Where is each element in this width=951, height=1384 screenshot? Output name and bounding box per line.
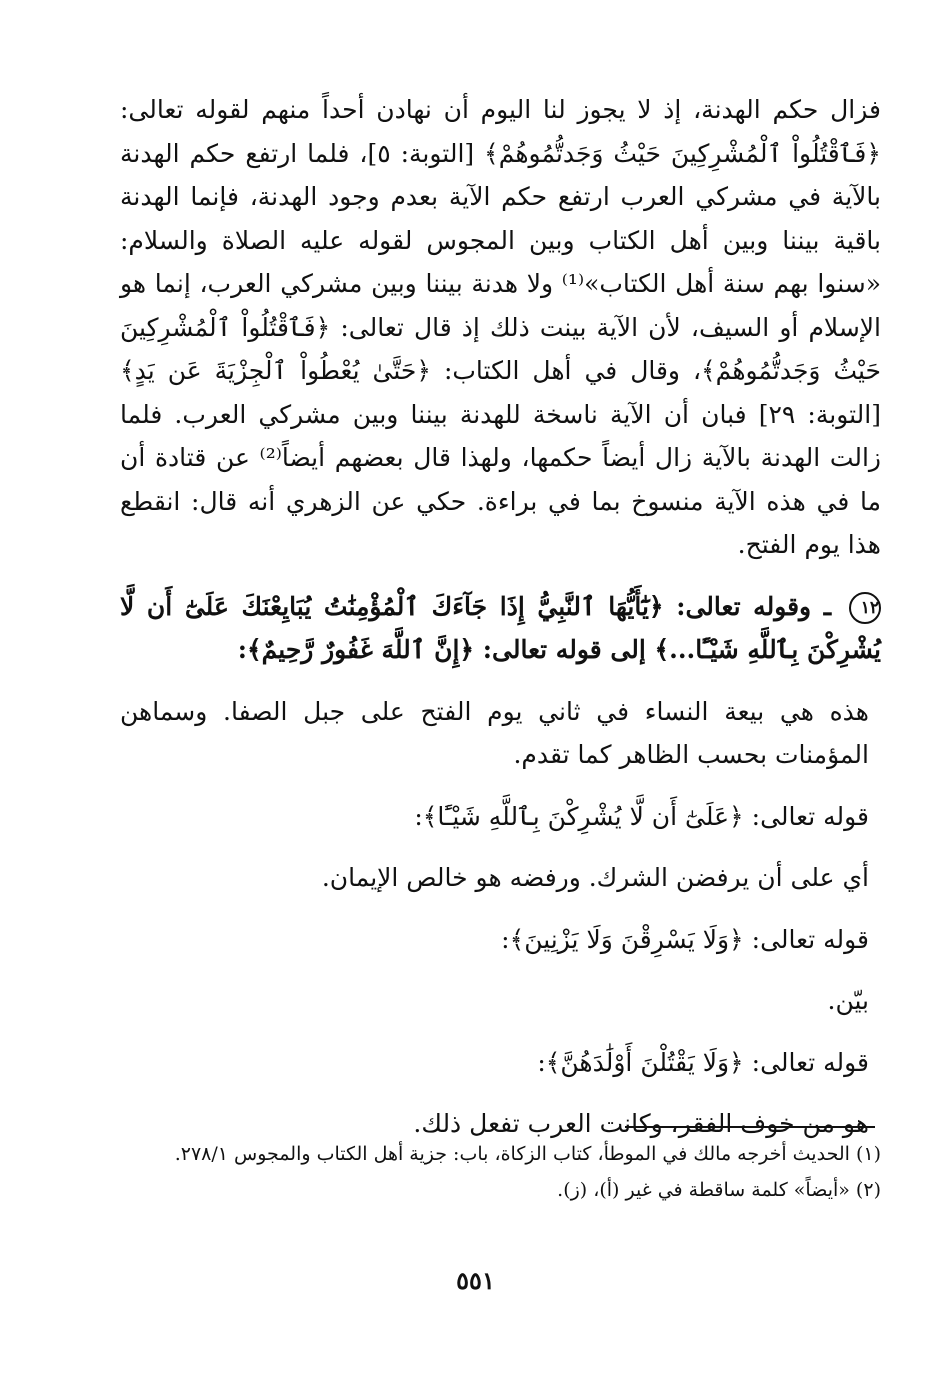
- footnote-divider: [625, 1126, 875, 1128]
- commentary-line-4: بيّن.: [827, 986, 869, 1015]
- verse-heading-paragraph: [120, 585, 881, 672]
- commentary-line-6: هو من خوف الفقر، وكانت العرب تفعل ذلك.: [413, 1109, 869, 1138]
- main-text: [120, 88, 881, 1146]
- footnote-2: (٢) «أيضاً» كلمة ساقطة في غير (أ)، (ز).: [557, 1179, 881, 1201]
- verse-heading: ـ وقوله تعالى: ﴿يَٰٓأَيُّهَا ٱلنَّبِيُّ إِذَا جَآءَكَ ٱلْمُؤْمِنَٰتُ يُبَايِعْنَكَ عَلَىٰٓ أَن لَّا يُشْرِكْنَ بِٱللَّهِ شَيْـًٔا...﴾ إلى قوله تعالى: ﴿إِنَّ ٱللَّهَ غَفُورٌ رَّحِيمٌ﴾:: [120, 591, 881, 664]
- footnotes: [120, 1138, 881, 1210]
- page-number: ٥٥١: [456, 1266, 495, 1295]
- commentary-line-1: قوله تعالى: ﴿عَلَىٰٓ أَن لَّا يُشْرِكْنَ بِٱللَّهِ شَيْـًٔا﴾:: [414, 801, 869, 831]
- commentary-line-3: قوله تعالى: ﴿وَلَا يَسْرِقْنَ وَلَا يَزْنِينَ﴾:: [501, 924, 869, 954]
- footnote-1: (١) الحديث أخرجه مالك في الموطأ، كتاب الزكاة، باب: جزية أهل الكتاب والمجوس ٢٧٨/١.: [174, 1143, 881, 1165]
- paragraph-bay-ah: هذه هي بيعة النساء في ثاني يوم الفتح على جبل الصفا. وسماهن المؤمنات بحسب الظاهر كما تقدم.: [120, 696, 869, 769]
- commentary-line-5: قوله تعالى: ﴿وَلَا يَقْتُلْنَ أَوْلَٰدَهُنَّ﴾:: [537, 1047, 869, 1077]
- paragraph-abrogation: فزال حكم الهدنة، إذ لا يجوز لنا اليوم أن نهادن أحداً منهم لقوله تعالى: ﴿فَٱقْتُلُواْ ٱلْمُشْرِكِينَ حَيْثُ وَجَدتُّمُوهُمْ﴾ [التوبة: ٥]، فلما ارتفع حكم الهدنة بالآية في مشركي العرب ارتفع حكم الآية بعدم وجود الهدنة، فإنما الهدنة باقية بيننا وبين أهل الكتاب وبين المجوس لقوله عليه الصلاة والسلام: «سنوا بهم سنة أهل الكتاب»⁽¹⁾ ولا هدنة بيننا وبين مشركي العرب، إنما هو الإسلام أو السيف، لأن الآية بينت ذلك إذ قال تعالى: ﴿فَٱقْتُلُواْ ٱلْمُشْرِكِينَ حَيْثُ وَجَدتُّمُوهُمْ﴾، وقال في أهل الكتاب: ﴿حَتَّىٰ يُعْطُواْ ٱلْجِزْيَةَ عَن يَدٍ﴾ [التوبة: ٢٩] فبان أن الآية ناسخة للهدنة بيننا وبين مشركي العرب. فلما زالت الهدنة بالآية زال أيضاً حكمها، ولهذا قال بعضهم أيضاً⁽²⁾ عن قتادة أن ما في هذه الآية منسوخ بما في براءة. حكي عن الزهري أنه قال: انقطع هذا يوم الفتح.: [120, 95, 882, 559]
- verse-number-badge: ١٢: [849, 592, 881, 624]
- commentary-line-2: أي على أن يرفضن الشرك. ورفضه هو خالص الإيمان.: [321, 863, 869, 892]
